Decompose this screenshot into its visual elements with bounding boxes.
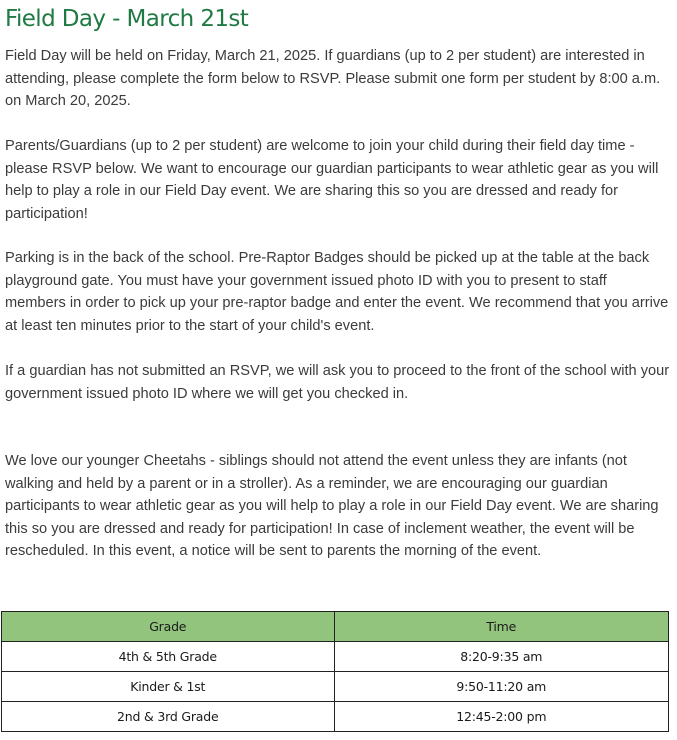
paragraph-guardians: Parents/Guardians (up to 2 per student) are welcome to join your child during their field day time - please RSVP below. We want to encourage our guardian participants to wear athletic gear as you will help to play a role in our Field Day event. We are sharing this so you are dressed and ready for participation!	[5, 138, 659, 222]
header-grade: Grade	[2, 612, 335, 642]
time-cell: 8:20-9:35 am	[334, 642, 669, 672]
table-row	[2, 672, 669, 702]
paragraph-siblings: We love our younger Cheetahs - siblings should not attend the event unless they are infants (not walking and held by a parent or in a stroller). As a reminder, we are encouraging our guardian participants to wear athletic gear as you will help to play a role in our Field Day event. We are sharing this so you are dressed and ready for participation! In case of inclement weather, the event will be rescheduled. In this event, a notice will be sent to parents the morning of the event.	[5, 453, 659, 560]
header-time: Time	[334, 612, 669, 642]
time-cell: 9:50-11:20 am	[334, 672, 669, 702]
time-cell: 12:45-2:00 pm	[334, 702, 669, 732]
table-row	[2, 702, 669, 732]
table-row	[2, 642, 669, 672]
grade-cell: 2nd & 3rd Grade	[2, 702, 335, 732]
paragraph-rsvp-info: Field Day will be held on Friday, March 21, 2025. If guardians (up to 2 per student) are interested in attending, please complete the form below to RSVP. Please submit one form per student by 8:00 a.m. on March 20, 2025.	[5, 48, 661, 110]
grade-cell: Kinder & 1st	[2, 672, 335, 702]
page-title: Field Day - March 21st	[5, 6, 249, 32]
table-header-row	[2, 612, 669, 642]
paragraph-parking: Parking is in the back of the school. Pre-Raptor Badges should be picked up at the table at the back playground gate. You must have your government issued photo ID with you to present to staff members in order to pick up your pre-raptor badge and enter the event. We recommend that you arrive at least ten minutes prior to the start of your child's event.	[5, 250, 669, 334]
schedule-table	[1, 611, 669, 732]
paragraph-no-rsvp: If a guardian has not submitted an RSVP, we will ask you to proceed to the front of the school with your government issued photo ID where we will get you checked in.	[5, 363, 670, 402]
grade-cell: 4th & 5th Grade	[2, 642, 335, 672]
